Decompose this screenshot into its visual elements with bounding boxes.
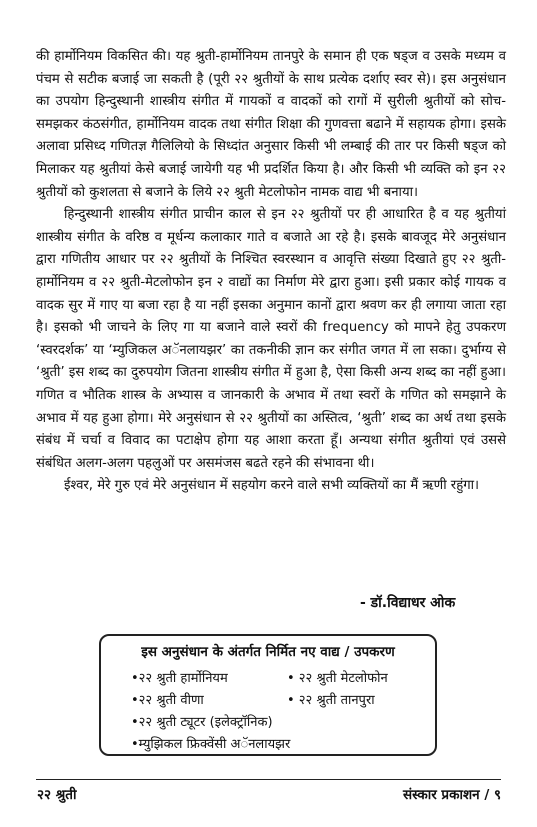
author-signature: - डॉ.विद्याधर ओक <box>360 595 456 611</box>
instruments-box <box>99 634 437 756</box>
item-veena: •२२ श्रुती वीणा <box>131 693 204 708</box>
item-metallophone: • २२ श्रुती मेटलोफोन <box>287 671 388 686</box>
paragraph-3: ईश्वर, मेरे गुरु एवं मेरे अनुसंधान में सहयोग करने वाले सभी व्यक्तियों का मैं ऋणी रहुंगा। <box>64 478 480 494</box>
item-analyzer: •म्युझिकल फ्रिक्वेंसी अॅनलायझर <box>131 737 291 752</box>
paragraph-1: की हार्मोनियम विकसित की। यह श्रुती-हार्मोनियम तानपुरे के समान ही एक षड्ज व उसके मध्यम व पंचम से सटीक बजाई जा सकती है (पूरी २२ श्रुतीयों के साथ प्रत्येक दर्शाए स्वर से)। इस अनुसंधान का उपयोग हिन्दुस्थानी शास्त्रीय संगीत में गायकों व वादकों को रागों में सुरीली श्रुतीयों को सोच-समझकर कंठसंगीत, हार्मोनियम वादक तथा संगीत शिक्षा की गुणवत्ता बढाने में सहायक होगा। इसके अलावा प्रसिध्द गणितज्ञ गैलिलियो के सिध्दांत अनुसार किसी भी लम्बाई की तार पर किसी षड्ज को मिलाकर यह श्रुतीयां केसे बजाई जायेगी यह भी प्रदर्शित किया है। और किसी भी व्यक्ति को इन २२ श्रुतीयों को कुशलता से बजाने के लिये २२ श्रुती मेटलोफोन नामक वाद्य भी बनाया। <box>36 49 506 200</box>
box-title: इस अनुसंधान के अंतर्गत निर्मित नए वाद्य / उपकरण <box>141 644 395 660</box>
paragraph-2: हिन्दुस्थानी शास्त्रीय संगीत प्राचीन काल से इन २२ श्रुतीयों पर ही आधारित है व यह श्रुतीयां शास्त्रीय संगीत के वरिष्ठ व मूर्धन्य कलाकार गाते व बजाते आ रहे है। इसके बावजूद मेरे अनुसंधान द्वारा गणितीय आधार पर २२ श्रुतीयों के निश्चित स्वरस्थान व आवृत्ति संख्या दिखाते हुए २२ श्रुती-हार्मोनियम व २२ श्रुती-मेटलोफोन इन २ वाद्यों का निर्माण मेरे द्वारा हुआ। इसी प्रकार कोई गायक व वादक सुर में गाए या बजा रहा है या नहीं इसका अनुमान कानों द्वारा श्रवण कर ही लगाया जाता रहा है। इसको भी जाचने के लिए गा या बजाने वाले स्वरों की frequency को मापने हेतु उपकरण ‘स्वरदर्शक’ या ‘म्युजिकल अॅनलायझर’ का तकनीकी ज्ञान कर संगीत जगत में ला सका। दुर्भाग्य से ‘श्रुती’ इस शब्द का दुरुपयोग जितना शास्त्रीय संगीत में हुआ है, ऐसा किसी अन्य शब्द का नहीं हुआ। गणित व भौतिक शास्त्र के अभ्यास व जानकारी के अभाव में तथा स्वरों के गणित को समझाने के अभाव में यह हुआ होगा। मेरे अनुसंधान से २२ श्रुतीयों का अस्तित्व, ‘श्रुती’ शब्द का अर्थ तथा इसके संबंध में चर्चा व विवाद का पटाक्षेप होगा यह आशा करता हूँ। अन्यथा संगीत श्रुतीयां एवं उससे संबंधित अलग-अलग पहलुओं पर असमंजस बढते रहने की संभावना थी। <box>36 207 506 471</box>
item-tutor: •२२ श्रुती ट्यूटर (इलेक्ट्रॉनिक) <box>131 715 273 730</box>
footer-book-title: २२ श्रुती <box>37 787 77 803</box>
body-text <box>36 46 506 498</box>
footer-divider <box>36 779 501 780</box>
item-tanpura: • २२ श्रुती तानपुरा <box>287 693 375 708</box>
item-harmonium: •२२ श्रुती हार्मोनियम <box>131 671 228 686</box>
footer-publisher-page: संस्कार प्रकाशन / ९ <box>402 787 501 803</box>
